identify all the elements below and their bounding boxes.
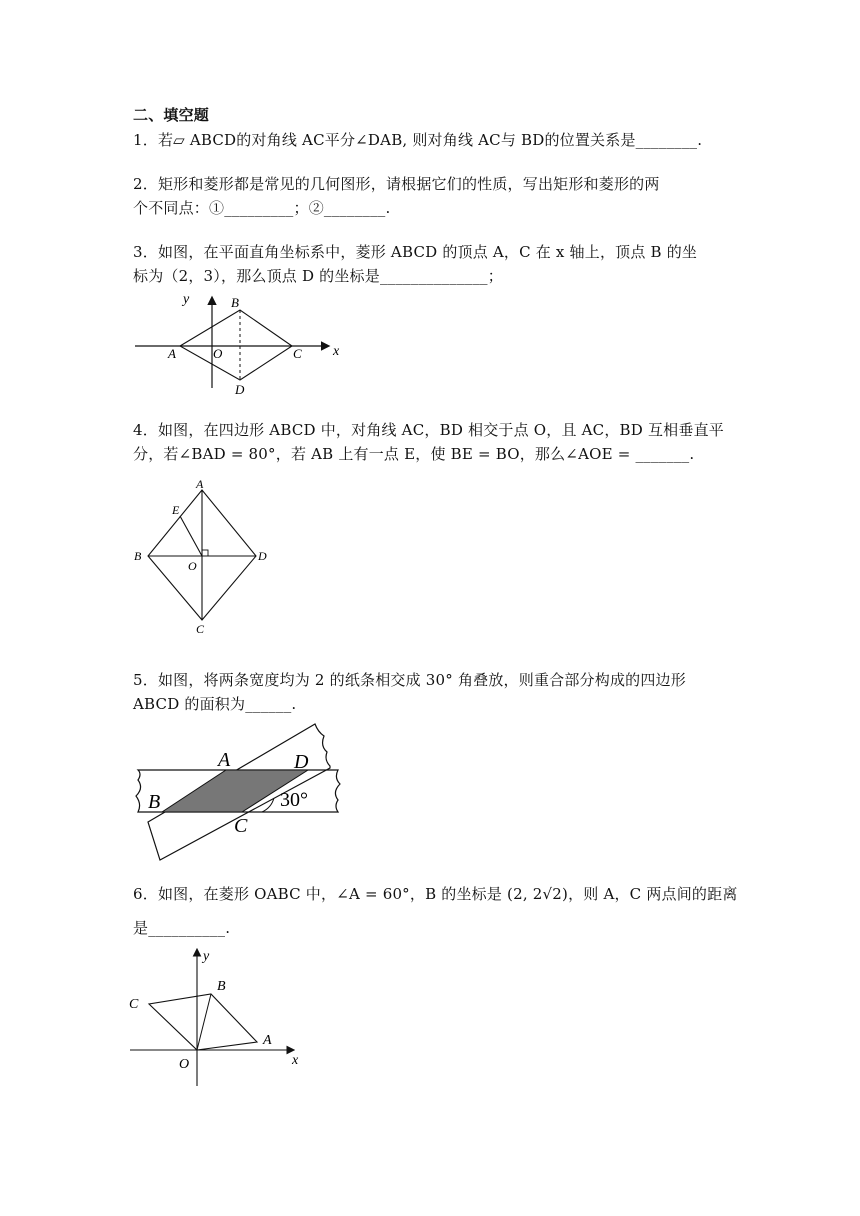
question-3-line-2: 标为（2，3），那么顶点 D 的坐标是______________； (133, 267, 503, 285)
label-a: A (263, 1033, 272, 1048)
question-2-line-1: 2．矩形和菱形都是常见的几何图形，请根据它们的性质，写出矩形和菱形的两 (133, 175, 660, 193)
question-6-line-1: 6．如图，在菱形 OABC 中，∠A = 60°，B 的坐标是 (2, 2√2)，则 A，C 两点间的距离 (133, 885, 738, 903)
label-d: D (294, 751, 309, 773)
right-angle-mark (202, 550, 208, 556)
question-4-line-1: 4．如图，在四边形 ABCD 中，对角线 AC，BD 相交于点 O，且 AC，BD 互相垂直平 (133, 421, 724, 439)
label-a: A (168, 346, 176, 361)
label-o: O (179, 1057, 190, 1072)
label-e: E (172, 503, 180, 517)
figure-6-rhombus-oabc-diagram (125, 944, 315, 1089)
figure-3-rhombus-diagram (130, 288, 350, 398)
question-6-line-2: 是__________. (133, 919, 231, 937)
label-d: D (258, 549, 267, 563)
figure-4-quadrilateral-diagram (130, 476, 270, 636)
label-c: C (196, 622, 205, 636)
label-o: O (188, 559, 197, 573)
label-b: B (134, 549, 142, 563)
question-3-line-1: 3．如图，在平面直角坐标系中，菱形 ABCD 的顶点 A，C 在 x 轴上，顶点 B 的坐 (133, 243, 698, 261)
section-title: 二、填空题 (133, 106, 210, 124)
label-b: B (217, 979, 226, 994)
figure-5-paper-strips-diagram (130, 712, 345, 862)
label-o: O (213, 346, 223, 361)
question-5-line-1: 5．如图，将两条宽度均为 2 的纸条相交成 30° 角叠放，则重合部分构成的四边形 (133, 671, 686, 689)
label-c: C (293, 346, 302, 361)
label-x: x (333, 344, 340, 359)
label-b: B (231, 295, 239, 310)
question-2-line-2: 个不同点：①_________；②________. (133, 199, 391, 217)
label-d: D (235, 382, 245, 397)
label-angle: 30° (280, 789, 308, 811)
label-y: y (183, 292, 190, 307)
label-a: A (218, 749, 231, 771)
label-c: C (129, 997, 139, 1012)
segment-oe (180, 516, 202, 556)
label-y: y (203, 949, 210, 964)
label-x: x (292, 1053, 299, 1068)
question-4-line-2: 分，若∠BAD = 80°，若 AB 上有一点 E，使 BE = BO，那么∠AOE = _______. (133, 445, 695, 463)
question-1-line-1: 1．若▱ ABCD的对角线 AC平分∠DAB, 则对角线 AC与 BD的位置关系是________. (133, 131, 703, 149)
label-a: A (196, 477, 204, 491)
question-5-line-2: ABCD 的面积为______. (133, 695, 297, 713)
label-b: B (148, 791, 161, 813)
label-c: C (234, 815, 248, 837)
rhombus-abcd (180, 310, 292, 380)
diagonal-ob (197, 994, 211, 1050)
rhombus-oabc (149, 994, 257, 1050)
